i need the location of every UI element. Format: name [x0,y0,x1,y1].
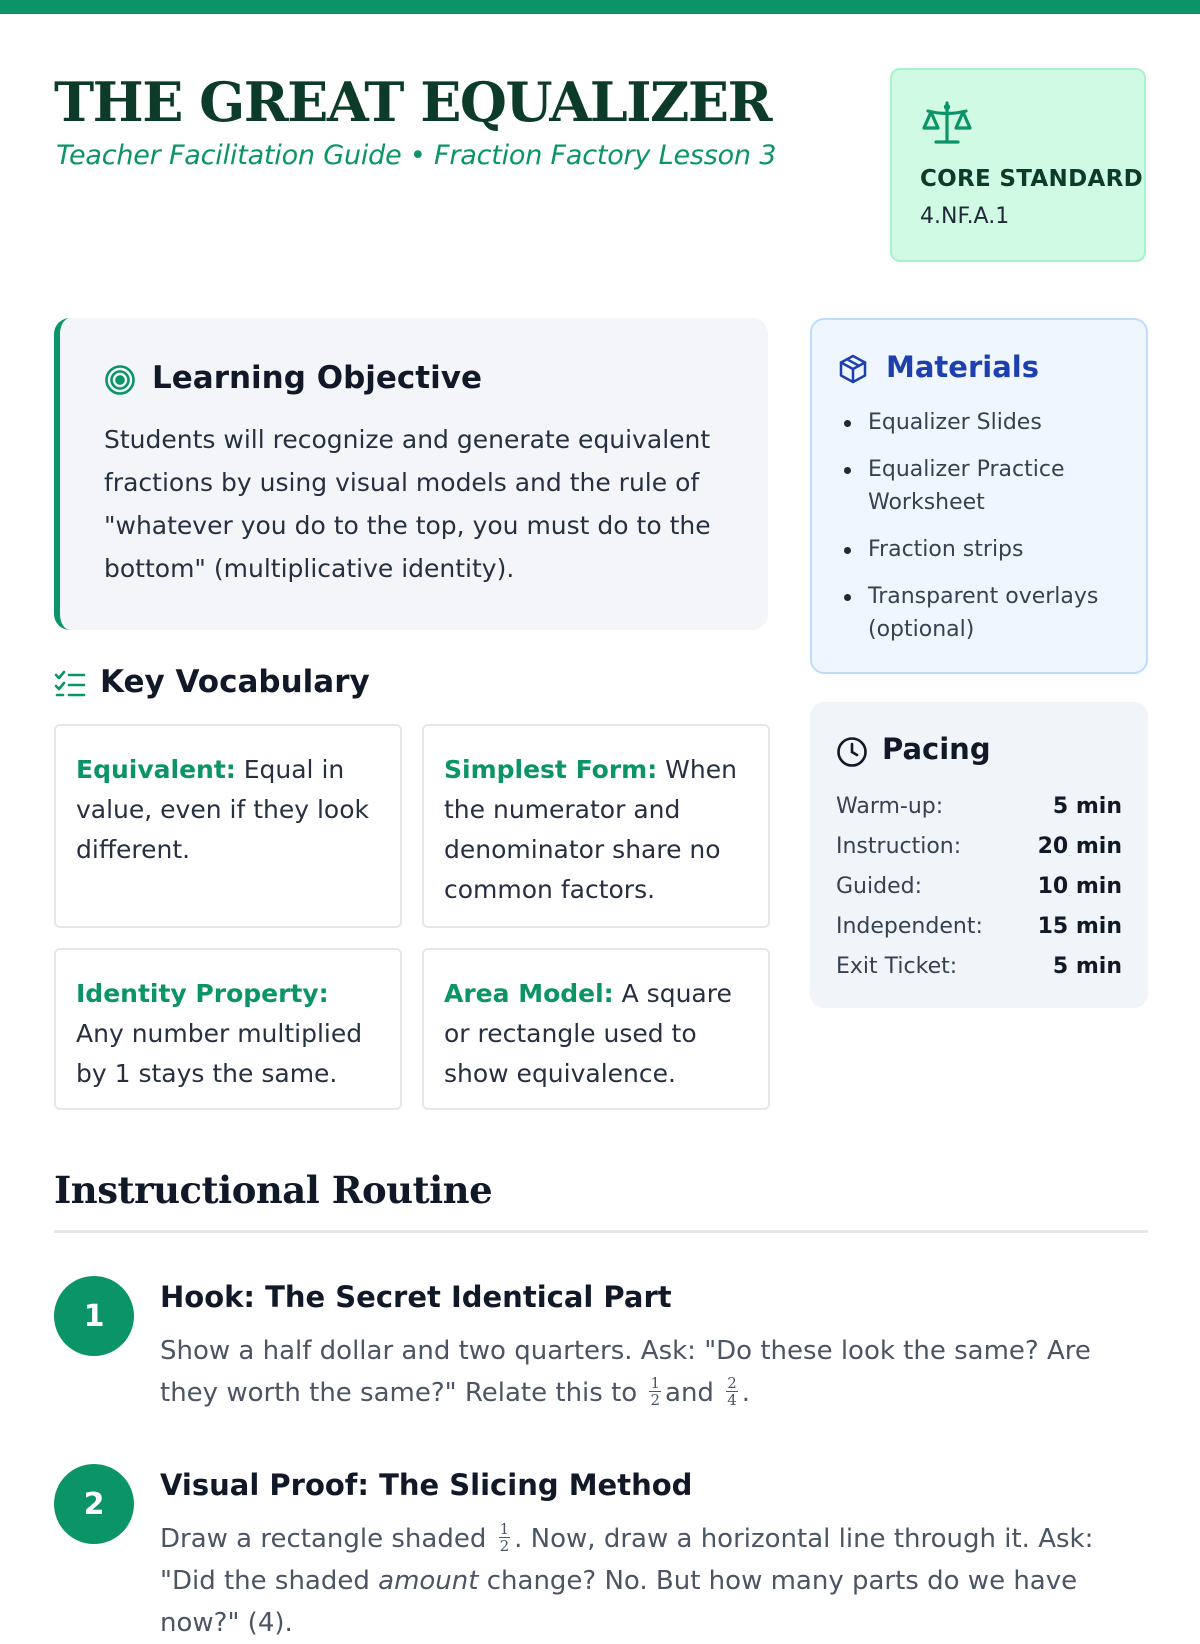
instructional-routine-title: Instructional Routine [54,1168,493,1212]
vocab-definition: Equal in value, even if they look different. [76,755,370,864]
clock-icon [836,736,868,768]
materials-card [810,318,1148,674]
vocab-term: Area Model: [444,979,614,1008]
step-text-part: . [741,1378,751,1408]
pacing-value: 5 min [1052,953,1122,979]
vocab-term: Simplest Form: [444,755,658,784]
vocab-card-area-model [422,948,770,1110]
fraction-two-fourths [726,1375,738,1408]
step-number-badge: 1 [54,1276,134,1356]
fraction-one-half [649,1375,661,1408]
box-icon [838,354,868,384]
materials-list [842,406,1132,660]
materials-title: Materials [886,350,1039,384]
vocab-card-equivalent [54,724,402,928]
step-number-badge: 2 [54,1464,134,1544]
pacing-value: 5 min [1052,793,1122,819]
step-text-part: change? No. But how many parts do we have now?" (4). [160,1566,1078,1638]
learning-objective-title: Learning Objective [152,360,482,396]
core-standard-value: 4.NF.A.1 [920,204,1010,229]
vocab-term: Equivalent: [76,755,236,784]
checklist-icon [54,670,86,698]
materials-item: Equalizer Practice Worksheet [842,453,1132,519]
pacing-title: Pacing [882,732,991,766]
pacing-label: Guided: [836,873,922,899]
core-standard-label: CORE STANDARD [920,166,1143,192]
materials-item: Equalizer Slides [842,406,1132,439]
vocab-card-identity-property [54,948,402,1110]
learning-objective-card [54,318,768,630]
step-text [160,1330,1150,1414]
step-text-part: Draw a rectangle shaded [160,1524,487,1554]
page-title: THE GREAT EQUALIZER [54,70,771,134]
pacing-label: Warm-up: [836,793,944,819]
pacing-row [836,906,1122,946]
fraction-denominator: 2 [499,1537,510,1555]
pacing-label: Exit Ticket: [836,953,958,979]
fraction-denominator: 4 [727,1391,737,1409]
fraction-numerator: 1 [499,1520,510,1538]
emphasis-text: amount [378,1566,479,1596]
pacing-card [810,702,1148,1008]
vocab-card-simplest-form [422,724,770,928]
key-vocabulary-title: Key Vocabulary [100,664,370,700]
pacing-value: 15 min [1037,913,1122,939]
step-text [160,1518,1150,1644]
pacing-label: Independent: [836,913,983,939]
page-subtitle: Teacher Facilitation Guide • Fraction Factory Lesson 3 [56,140,777,171]
step-text-part: Show a half dollar and two quarters. Ask: "Do these look the same? Are they worth the same?" Relate this to [160,1336,1091,1408]
scale-icon [922,100,972,146]
fraction-numerator: 1 [650,1374,661,1392]
vocab-term: Identity Property: [76,979,329,1008]
pacing-table [836,786,1122,986]
pacing-row [836,786,1122,826]
materials-item: Transparent overlays (optional) [842,580,1132,646]
core-standard-card [890,68,1146,262]
vocab-definition: Any number multiplied by 1 stays the same. [76,1019,363,1088]
vocab-definition: A square or rectangle used to show equivalence. [444,979,732,1088]
learning-objective-text: Students will recognize and generate equivalent fractions by using visual models and the rule of "whatever you do to the top, you must do to the bottom" (multiplicative identity). [104,425,711,583]
step-title: Hook: The Secret Identical Part [160,1280,672,1314]
vocab-definition: When the numerator and denominator share no common factors. [444,755,737,904]
pacing-row [836,826,1122,866]
pacing-row [836,946,1122,986]
step-text-part: . Now, draw a horizontal line through it. Ask: "Did the shaded [160,1524,1094,1596]
section-divider [54,1230,1148,1233]
pacing-label: Instruction: [836,833,962,859]
step-text-part: and [665,1378,714,1408]
top-accent-bar [0,0,1200,14]
materials-item: Fraction strips [842,533,1132,566]
pacing-value: 10 min [1037,873,1122,899]
target-icon [104,364,136,396]
step-title: Visual Proof: The Slicing Method [160,1468,693,1502]
fraction-denominator: 2 [650,1391,661,1409]
fraction-one-half [499,1521,511,1554]
fraction-numerator: 2 [727,1374,737,1392]
pacing-value: 20 min [1037,833,1122,859]
pacing-row [836,866,1122,906]
